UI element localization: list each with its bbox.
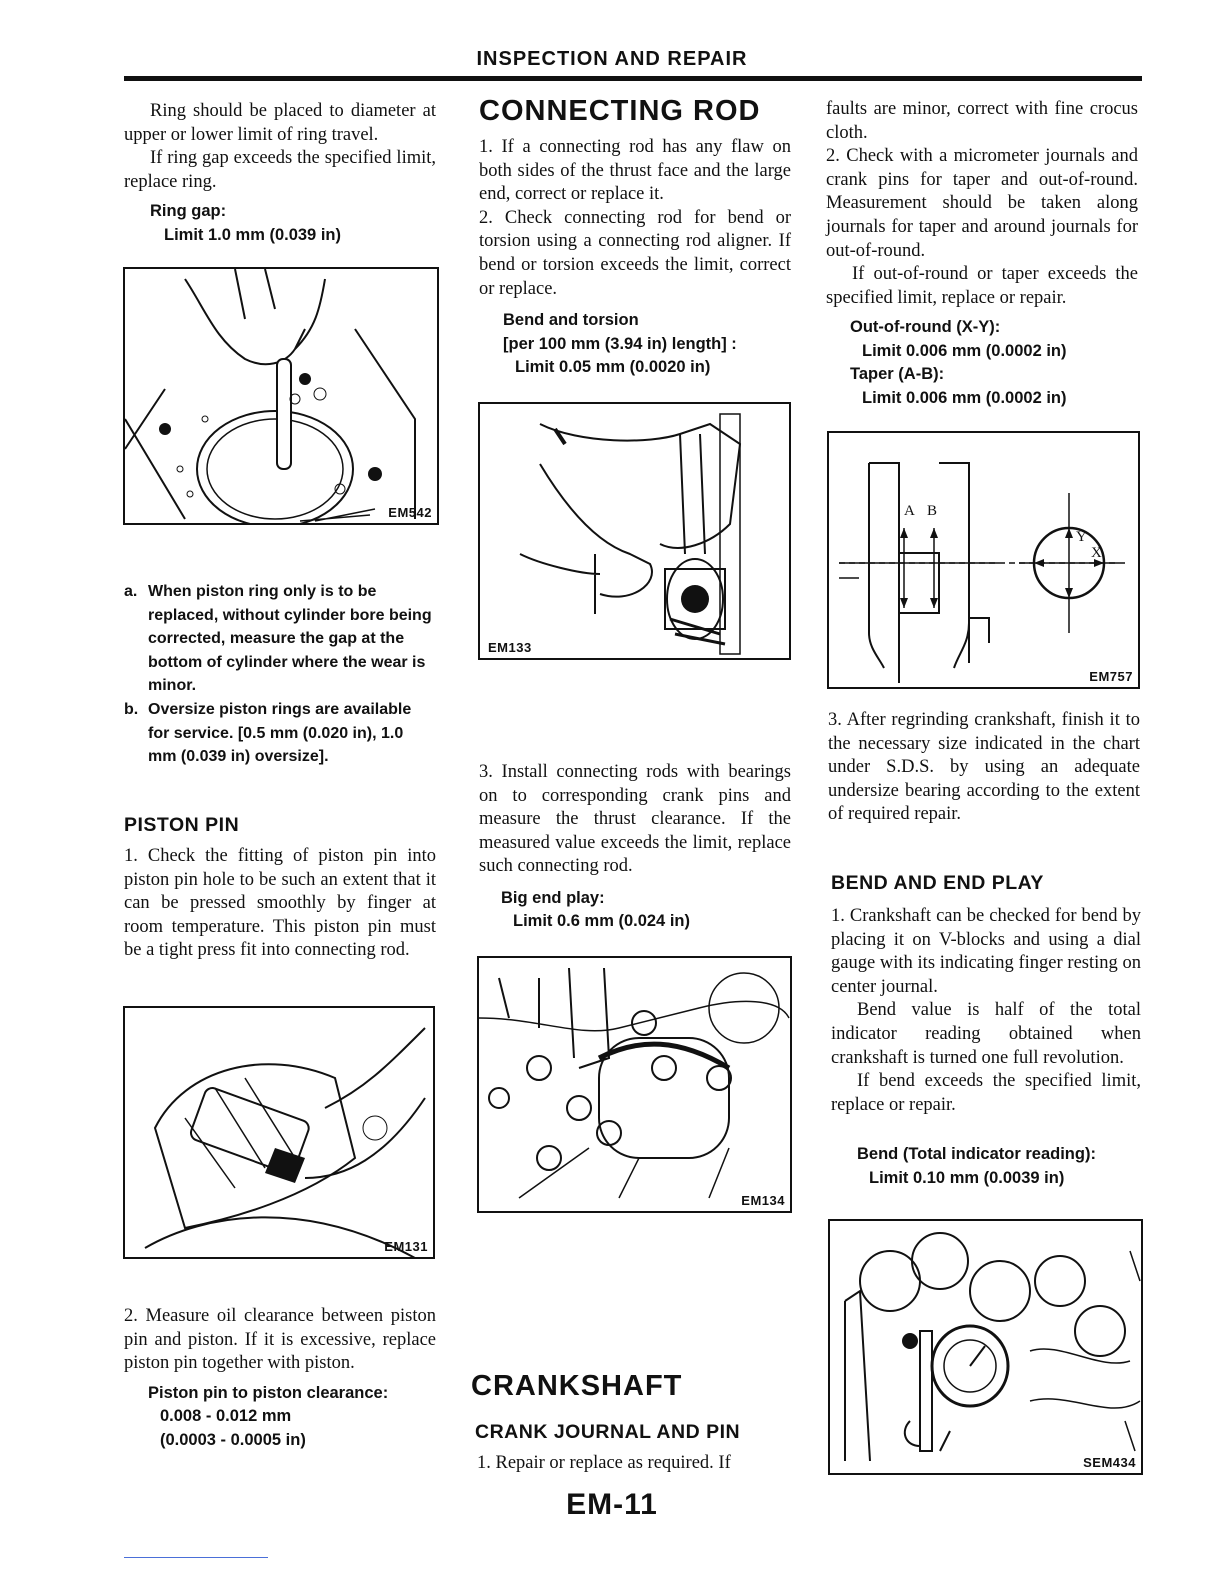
ring-gap-title: Ring gap: — [150, 202, 227, 221]
figure-em133 — [478, 402, 791, 660]
bend-tir-limit: Limit 0.10 mm (0.0039 in) — [869, 1168, 1065, 1187]
figure-em131 — [123, 1006, 435, 1259]
piston-clearance-mm: 0.008 - 0.012 mm — [160, 1407, 292, 1426]
label-x: X — [1091, 545, 1102, 561]
bend-paragraph-3: If bend exceeds the specified limit, replace or repair. — [831, 1071, 1141, 1115]
left-column — [124, 100, 436, 247]
figure-em134 — [477, 956, 792, 1213]
rod-aligner-illustration — [480, 404, 791, 660]
figure-label: EM134 — [741, 1193, 785, 1208]
middle-column — [479, 95, 791, 380]
piston-pin-paragraph-1: 1. Check the fitting of piston pin into piston pin hole to be such an extent that it can be pressed smoothly by finger at room temperature. This piston pin must be a tight press fit into connecting rod. — [124, 846, 436, 961]
piston-clearance-title: Piston pin to piston clearance: — [148, 1383, 389, 1402]
piston-clearance-in: (0.0003 - 0.0005 in) — [160, 1430, 306, 1449]
figure-label: EM542 — [388, 505, 432, 520]
left-notes — [124, 580, 436, 769]
crankshaft-dial-gauge-illustration — [830, 1221, 1143, 1475]
label-a: A — [904, 503, 915, 519]
ring-gap-limit: Limit 1.0 mm (0.039 in) — [164, 225, 341, 244]
bend-paragraph-2: Bend value is half of the total indicator reading obtained when crankshaft is turned one full revolution. — [831, 1000, 1141, 1068]
figure-sem434 — [828, 1219, 1143, 1475]
figure-em757 — [827, 431, 1140, 689]
out-of-round-limit: Limit 0.006 mm (0.0002 in) — [862, 341, 1067, 360]
big-end-play-illustration — [479, 958, 792, 1213]
note-b-text: Oversize piston rings are available for service. [0.5 mm (0.020 in), 1.0 mm (0.039 in) oversize]. — [148, 700, 412, 766]
ring-paragraph-1: Ring should be placed to diameter at upper or lower limit of ring travel. — [124, 101, 436, 145]
note-b — [124, 698, 436, 769]
bend-tir-title: Bend (Total indicator reading): — [857, 1145, 1096, 1164]
bend-end-play-heading: BEND AND END PLAY — [831, 872, 1044, 894]
note-a-label: a. — [124, 583, 138, 600]
figure-label: EM131 — [384, 1239, 428, 1254]
piston-pin-section — [124, 814, 436, 963]
label-y: Y — [1076, 529, 1087, 545]
crankshaft-section — [471, 1370, 791, 1476]
note-b-label: b. — [124, 700, 139, 718]
connecting-rod-paragraph-1: 1. If a connecting rod has any flaw on both sides of the thrust face and the large end, correct or replace it. — [479, 137, 791, 205]
bend-torsion-per-length: [per 100 mm (3.94 in) length] : — [503, 334, 737, 353]
bend-torsion-limit: Limit 0.05 mm (0.0020 in) — [515, 358, 711, 377]
ring-gap-illustration — [125, 269, 439, 525]
journal-paragraph-3: If out-of-round or taper exceeds the specified limit, replace or repair. — [826, 264, 1138, 308]
thrust-section — [479, 761, 791, 934]
note-a-text: When piston ring only is to be replaced, without cylinder bore being corrected, measure the gap at the bottom of cylinder where the wear is minor. — [148, 583, 432, 695]
ring-paragraph-2: If ring gap exceeds the specified limit, replace ring. — [124, 148, 436, 192]
bend-paragraph-1: 1. Crankshaft can be checked for bend by placing it on V-blocks and using a dial gauge with its indicating finger resting on center journal. — [831, 906, 1141, 997]
label-b: B — [927, 503, 938, 519]
footer-line — [124, 1557, 268, 1558]
piston-pin-paragraph-2: 2. Measure oil clearance between piston pin and piston. If it is excessive, replace piston pin together with piston. — [124, 1306, 436, 1374]
page-number: EM-11 — [566, 1488, 658, 1521]
connecting-rod-heading: CONNECTING ROD — [479, 95, 761, 127]
taper-title: Taper (A-B): — [850, 365, 945, 384]
note-a — [124, 580, 436, 698]
piston-pin-illustration — [125, 1008, 435, 1259]
bend-torsion-title: Bend and torsion — [503, 311, 639, 330]
regrind-paragraph: 3. After regrinding crankshaft, finish it to the necessary size indicated in the chart under S.D.S. by using an adequate undersize bearing according to the extent of required repair. — [828, 710, 1140, 825]
bend-end-play-section — [831, 872, 1141, 1190]
taper-limit: Limit 0.006 mm (0.0002 in) — [862, 388, 1067, 407]
piston-clearance-section — [124, 1305, 436, 1452]
figure-label: SEM434 — [1083, 1455, 1136, 1470]
crank-journal-paragraph-1: 1. Repair or replace as required. If — [477, 1453, 731, 1473]
figure-em542 — [123, 267, 439, 525]
figure-label: EM133 — [488, 640, 532, 655]
crankshaft-heading: CRANKSHAFT — [471, 1370, 683, 1402]
connecting-rod-paragraph-3: 3. Install connecting rods with bearings on to corresponding crank pins and measure the thrust clearance. If the measured value exceeds the limit, replace such connecting rod. — [479, 762, 791, 877]
connecting-rod-paragraph-2: 2. Check connecting rod for bend or torsion using a connecting rod aligner. If bend or torsion exceeds the limit, correct or replace. — [479, 207, 791, 299]
crank-journal-heading: CRANK JOURNAL AND PIN — [475, 1421, 741, 1443]
regrind-section — [828, 709, 1140, 827]
journal-paragraph-2: 2. Check with a micrometer journals and crank pins for taper and out-of-round. Measurement should be taken along journals for taper and around journals for out-of-round. — [826, 146, 1138, 261]
big-end-play-limit: Limit 0.6 mm (0.024 in) — [513, 912, 690, 931]
out-of-round-title: Out-of-round (X-Y): — [850, 318, 1001, 337]
right-column — [826, 98, 1138, 410]
page-header: INSPECTION AND REPAIR — [476, 48, 748, 70]
figure-label: EM757 — [1089, 669, 1133, 684]
big-end-play-title: Big end play: — [501, 888, 605, 907]
piston-pin-heading: PISTON PIN — [124, 814, 240, 836]
header-rule — [124, 76, 1142, 81]
journal-paragraph-1: faults are minor, correct with fine crocus cloth. — [826, 99, 1138, 143]
